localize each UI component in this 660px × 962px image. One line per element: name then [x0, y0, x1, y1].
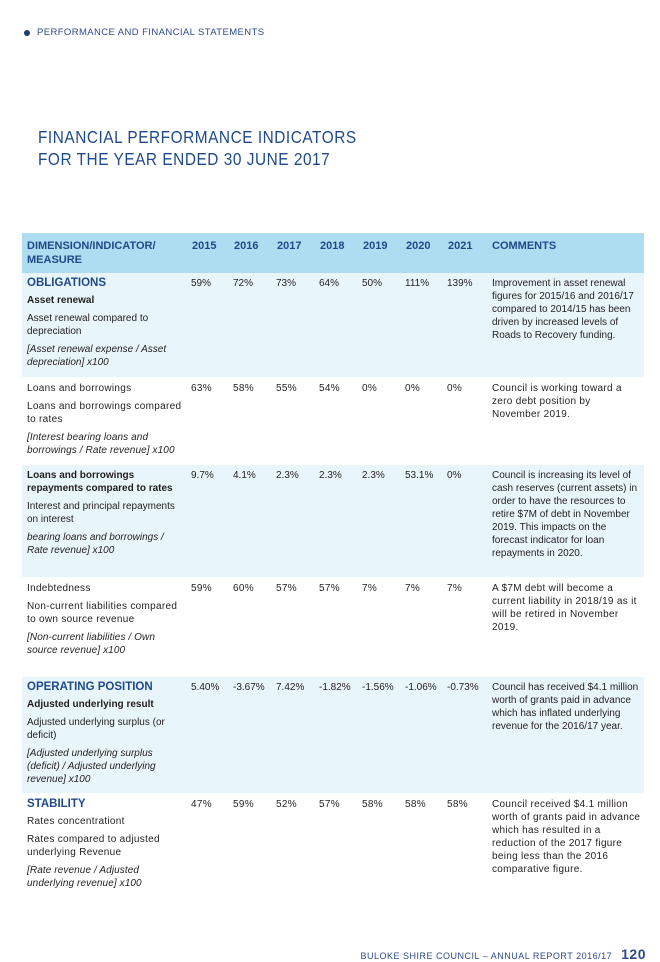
indicator-formula: bearing loans and borrowings / Rate revenue] x100: [27, 532, 164, 556]
value-cell: 50%: [358, 273, 401, 378]
value-cell: 0%: [358, 378, 401, 465]
indicator-cell: [22, 677, 187, 794]
column-header: 2019: [358, 233, 401, 273]
indicator-description: Rates compared to adjusted underlying Revenue: [27, 834, 160, 858]
value-cell: 55%: [272, 378, 315, 465]
indicator-cell: [22, 465, 187, 578]
value-cell: 58%: [229, 378, 272, 465]
value-cell: 7%: [401, 578, 443, 677]
value-cell: 59%: [187, 578, 229, 677]
column-header: 2015: [187, 233, 229, 273]
column-header: COMMENTS: [487, 233, 644, 273]
footer-label: BULOKE SHIRE COUNCIL – ANNUAL REPORT 2016/17: [360, 951, 613, 961]
value-cell: 72%: [229, 273, 272, 378]
indicator-formula: [Interest bearing loans and borrowings / Rate revenue] x100: [27, 432, 175, 456]
value-cell: 54%: [315, 378, 358, 465]
value-cell: 53.1%: [401, 465, 443, 578]
value-cell: 139%: [443, 273, 487, 378]
page-title-line-2: FOR THE YEAR ENDED 30 JUNE 2017: [38, 149, 331, 169]
comment-cell: Improvement in asset renewal figures for 2015/16 and 2016/17 compared to 2014/15 has been driven by increased levels of Roads to Recovery funding.: [487, 273, 644, 378]
value-cell: 58%: [358, 794, 401, 901]
value-cell: 111%: [401, 273, 443, 378]
value-cell: -1.56%: [358, 677, 401, 794]
indicator-description: Interest and principal repayments on interest: [27, 501, 175, 525]
comment-cell: Council is working toward a zero debt position by November 2019.: [487, 378, 644, 465]
value-cell: 60%: [229, 578, 272, 677]
column-header: 2017: [272, 233, 315, 273]
table-row: [22, 465, 644, 578]
value-cell: 57%: [315, 794, 358, 901]
value-cell: 7%: [443, 578, 487, 677]
value-cell: 0%: [401, 378, 443, 465]
value-cell: 63%: [187, 378, 229, 465]
value-cell: 7%: [358, 578, 401, 677]
indicator-name: Rates concentrationt: [27, 816, 125, 827]
indicator-formula: [Non-current liabilities / Own source revenue] x100: [27, 632, 156, 656]
value-cell: -1.06%: [401, 677, 443, 794]
value-cell: 58%: [443, 794, 487, 901]
section-header-label: PERFORMANCE AND FINANCIAL STATEMENTS: [37, 27, 265, 38]
indicator-cell: [22, 794, 187, 901]
indicator-formula: [Asset renewal expense / Asset depreciation] x100: [27, 344, 167, 368]
table-row: [22, 677, 644, 794]
value-cell: 0%: [443, 465, 487, 578]
category-label: OBLIGATIONS: [27, 277, 107, 289]
value-cell: 47%: [187, 794, 229, 901]
table-row: [22, 578, 644, 677]
value-cell: 52%: [272, 794, 315, 901]
indicator-description: Adjusted underlying surplus (or deficit): [27, 717, 165, 741]
comment-cell: A $7M debt will become a current liability in 2018/19 as it will be retired in November 2019.: [487, 578, 644, 677]
bullet-icon: [24, 30, 30, 36]
table-row: [22, 378, 644, 465]
indicator-description: Asset renewal compared to depreciation: [27, 313, 149, 337]
value-cell: 5.40%: [187, 677, 229, 794]
page-footer: [361, 946, 646, 962]
value-cell: -3.67%: [229, 677, 272, 794]
value-cell: 57%: [272, 578, 315, 677]
indicator-cell: [22, 273, 187, 378]
page-number: 120: [621, 946, 646, 962]
value-cell: -1.82%: [315, 677, 358, 794]
value-cell: 73%: [272, 273, 315, 378]
value-cell: 4.1%: [229, 465, 272, 578]
table-row: [22, 794, 644, 901]
page-title-line-1: FINANCIAL PERFORMANCE INDICATORS: [38, 127, 357, 147]
indicator-name: Loans and borrowings: [27, 383, 132, 394]
value-cell: 7.42%: [272, 677, 315, 794]
value-cell: 9.7%: [187, 465, 229, 578]
indicator-formula: [Adjusted underlying surplus (deficit) / Adjusted underlying revenue] x100: [27, 748, 156, 785]
comment-cell: Council is increasing its level of cash reserves (current assets) in order to have the resources to retire $7M of debt in November 2019. This impacts on the forecast indicator for loan repayments in 2020.: [487, 465, 644, 578]
column-header: 2016: [229, 233, 272, 273]
value-cell: 57%: [315, 578, 358, 677]
value-cell: 64%: [315, 273, 358, 378]
indicator-name: Adjusted underlying result: [27, 699, 154, 710]
section-header: [24, 27, 264, 38]
indicator-description: Non-current liabilities compared to own source revenue: [27, 601, 178, 625]
indicator-name: Asset renewal: [27, 295, 95, 306]
column-header: DIMENSION/INDICATOR/ MEASURE: [22, 233, 187, 273]
indicator-name: Indebtedness: [27, 583, 91, 594]
value-cell: 58%: [401, 794, 443, 901]
category-label: STABILITY: [27, 798, 86, 810]
value-cell: -0.73%: [443, 677, 487, 794]
comment-cell: Council has received $4.1 million worth of grants paid in advance which has inflated underlying revenue for the 2016/17 year.: [487, 677, 644, 794]
indicator-name: Loans and borrowings repayments compared to rates: [27, 470, 173, 494]
category-label: OPERATING POSITION: [27, 681, 153, 693]
value-cell: 2.3%: [315, 465, 358, 578]
indicator-cell: [22, 578, 187, 677]
table-row: [22, 273, 644, 378]
column-header: 2018: [315, 233, 358, 273]
value-cell: 59%: [229, 794, 272, 901]
value-cell: 2.3%: [272, 465, 315, 578]
page-title: [38, 126, 357, 170]
column-header: 2021: [443, 233, 487, 273]
value-cell: 0%: [443, 378, 487, 465]
performance-indicators-table: [22, 233, 644, 901]
column-header: 2020: [401, 233, 443, 273]
comment-cell: Council received $4.1 million worth of grants paid in advance which has resulted in a reduction of the 2017 figure being less than the 2016 comparative figure.: [487, 794, 644, 901]
indicator-cell: [22, 378, 187, 465]
value-cell: 2.3%: [358, 465, 401, 578]
table-header-row: [22, 233, 644, 273]
value-cell: 59%: [187, 273, 229, 378]
indicator-description: Loans and borrowings compared to rates: [27, 401, 182, 425]
indicator-formula: [Rate revenue / Adjusted underlying revenue] x100: [27, 865, 142, 889]
